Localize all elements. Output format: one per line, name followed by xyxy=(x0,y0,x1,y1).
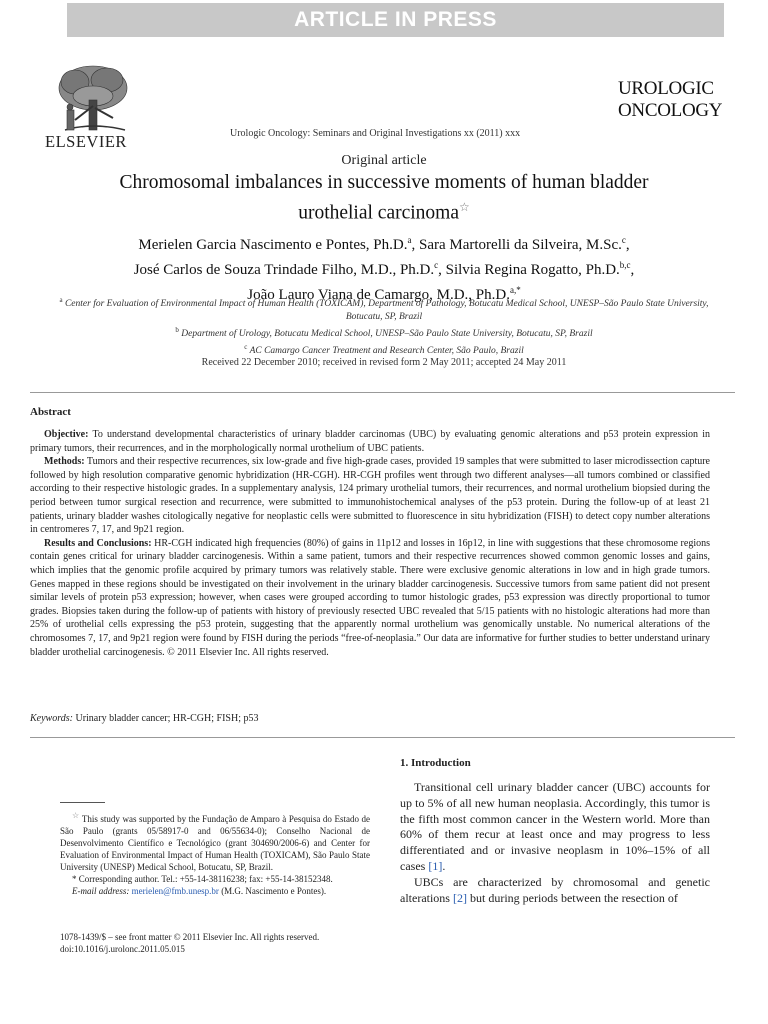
author-4-affil[interactable]: b,c xyxy=(619,260,631,270)
funding-footnote: ☆ This study was supported by the Fundação de Amparo à Pesquisa do Estado de São Paulo (grants 05/58917-0 and 06/55634-0); Conselho Nacional de Desenvolvimento Científico e Tecnológico (grant 304690/2006-6) and Center for Evaluation of Environmental Impact of Human Health (TOXICAM), São Paulo State University (UNESP) Medical School, Botucatu, SP, Brazil. xyxy=(60,811,371,872)
footnote-star-icon: ☆ xyxy=(72,811,80,820)
issn-line: 1078-1439/$ – see front matter © 2011 Elsevier Inc. All rights reserved. xyxy=(60,932,320,942)
abstract-top-divider xyxy=(30,392,735,393)
reference-link-1[interactable]: [1] xyxy=(428,858,443,873)
abstract-methods: Methods: Tumors and their respective recurrences, six low-grade and five high-grade cases, provided 19 samples that were submitted to laser microdissection capture followed by high resolution comparative genomic hybridization (HR-CGH). HR-CGH profiles went through two different analyses—all tumors combined or classified according to their respective histologic grades. In a supplementary analysis, 124 primary urothelial tumors, their recurrences, and normal urothelium biopsied during the period between tumor surgical resection and recurrence, were submitted to immunohistochemical analyses of the p53 protein. During the follow-up of at least 21 patients, urinary bladder washes citologically negative for neoplastic cells were submitted to fluorescence in situ hybridization (FISH) to detect copy number alterations in centromeres 7, 17, and 9p21 region. xyxy=(30,456,710,536)
author-email-link[interactable]: merielen@fmb.unesp.br xyxy=(131,886,219,896)
affiliations xyxy=(52,294,716,358)
author-2-affil[interactable]: c xyxy=(621,235,626,245)
author-4: , Silvia Regina Rogatto, Ph.D. xyxy=(438,262,620,278)
author-3: José Carlos de Souza Trindade Filho, M.D., Ph.D. xyxy=(133,262,435,278)
author-1-affil[interactable]: a xyxy=(407,235,412,245)
footnote-divider xyxy=(60,802,105,803)
abstract-heading: Abstract xyxy=(30,406,71,418)
corresponding-author-footnote: * Corresponding author. Tel.: +55-14-38116238; fax: +55-14-38152348. xyxy=(72,874,333,884)
abstract-objective: Objective: To understand developmental characteristics of urinary bladder carcinomas (UBC) by evaluating genomic alterations and p53 protein expression in primary tumors, their recurrences, and in the morphologically normal urothelium of UBC patients. xyxy=(30,429,710,454)
introduction-text xyxy=(400,780,710,906)
article-title-text: Chromosomal imbalances in successive moments of human bladder urothelial carcinoma xyxy=(119,172,649,224)
author-3-affil[interactable]: c xyxy=(434,260,439,270)
affiliation-a: $^a$ Center for Evaluation of Environmental Impact of Human Health (TOXICAM), Department of Pathology, Botucatu Medical School, UNESP–São Paulo State University, Botucatu, SP, Brazil xyxy=(59,296,709,323)
doi-line[interactable]: doi:10.1016/j.urolonc.2011.05.015 xyxy=(60,944,185,954)
footnotes xyxy=(60,810,370,897)
affiliation-b: $^b$ Department of Urology, Botucatu Medical School, UNESP–São Paulo State University, Botucatu, SP, Brazil xyxy=(175,326,593,340)
intro-paragraph-1: Transitional cell urinary bladder cancer (UBC) accounts for up to 5% of all new human neoplasia. Accordingly, this tumor is the fifth most common cancer in the Western world. More than 60% of them recur at least once and may progress to less differentiated and or invasive neoplasm in 10%–15% of all cases [1]. xyxy=(400,780,710,873)
copyright-info xyxy=(60,931,319,955)
article-in-press-banner: ARTICLE IN PRESS xyxy=(67,3,724,37)
author-5: João Lauro Viana de Camargo, M.D., Ph.D. xyxy=(247,287,510,303)
abstract-results: Results and Conclusions: HR-CGH indicated high frequencies (80%) of gains in 11p12 and losses in 16p12, in line with suggestions that these chromosome regions contain genes critical for urinary bladder carcinogenesis. Within a same patient, tumors and their respective recurrences showed common genomic losses and gains, which implies that the genomic profile acquired by primary tumors was relatively stable. There were exclusive genomic alterations in low and in high grade tumors. Genes mapped in these regions should be investigated on their involvement in the urinary bladder carcinogenesis. Successive tumors from same patient did not present similar levels of protein p53 expression; however, when cases were grouped according to tumor histologic grades, p53 expression was directly proportional to tumor grades. Biopsies taken during the follow-up of patients with history of previously resected UBC revealed that 5/15 patients with no histologic alterations had more than 25% of urothelial cells expressing the p53 protein, suggesting that the apparently normal urothelium was genomically unstable. No numerical alterations of the chromosomes 7, 17, and 9p21 region were found by FISH during the periods “free-of-neoplasia.” Our data are informative for further studies to better understand urinary bladder urothelial carcinogenesis. © 2011 Elsevier Inc. All rights reserved. xyxy=(30,537,710,658)
article-title xyxy=(80,171,688,226)
journal-logo-line-1: UROLOGIC xyxy=(618,78,714,99)
author-1: Merielen Garcia Nascimento e Pontes, Ph.D. xyxy=(138,237,408,253)
author-2: , Sara Martorelli da Silveira, M.Sc. xyxy=(411,237,622,253)
journal-citation-line: Urologic Oncology: Seminars and Original Investigations xx (2011) xxx xyxy=(230,128,521,139)
affiliation-c: $^c$ AC Camargo Cancer Treatment and Research Center, São Paulo, Brazil xyxy=(244,343,524,357)
journal-logo xyxy=(618,78,728,122)
abstract-bottom-divider xyxy=(30,737,735,738)
section-heading-introduction: 1. Introduction xyxy=(400,757,471,769)
publisher-name: ELSEVIER xyxy=(45,132,127,151)
reference-link-2[interactable]: [2] xyxy=(452,890,467,905)
author-list: Merielen Garcia Nascimento e Pontes, Ph.D.$^a$, Sara Martorelli da Silveira, M.Sc.$^c$, José Carlos de Souza Trindade Filho, M.D., Ph.D.$^c$, Silvia Regina Rogatto, Ph.D.$^{b,c}$, João Lauro Viana de Camargo, M.D., Ph.D.$^{a,*}$ xyxy=(133,235,635,303)
keywords: Keywords: Urinary bladder cancer; HR-CGH; FISH; p53 xyxy=(30,713,259,724)
abstract-body xyxy=(30,428,710,659)
received-dates: Received 22 December 2010; received in revised form 2 May 2011; accepted 24 May 2011 xyxy=(201,357,567,368)
journal-logo-line-2: ONCOLOGY xyxy=(618,100,723,121)
intro-paragraph-2: UBCs are characterized by chromosomal and genetic alterations [2] but during periods between the resection of xyxy=(400,874,710,905)
author-5-affil[interactable]: a,* xyxy=(509,285,521,295)
title-footnote-star-icon[interactable]: ☆ xyxy=(459,200,470,214)
email-footnote: E-mail address: merielen@fmb.unesp.br (M.G. Nascimento e Pontes). xyxy=(72,886,327,896)
article-type: Original article xyxy=(341,153,427,168)
